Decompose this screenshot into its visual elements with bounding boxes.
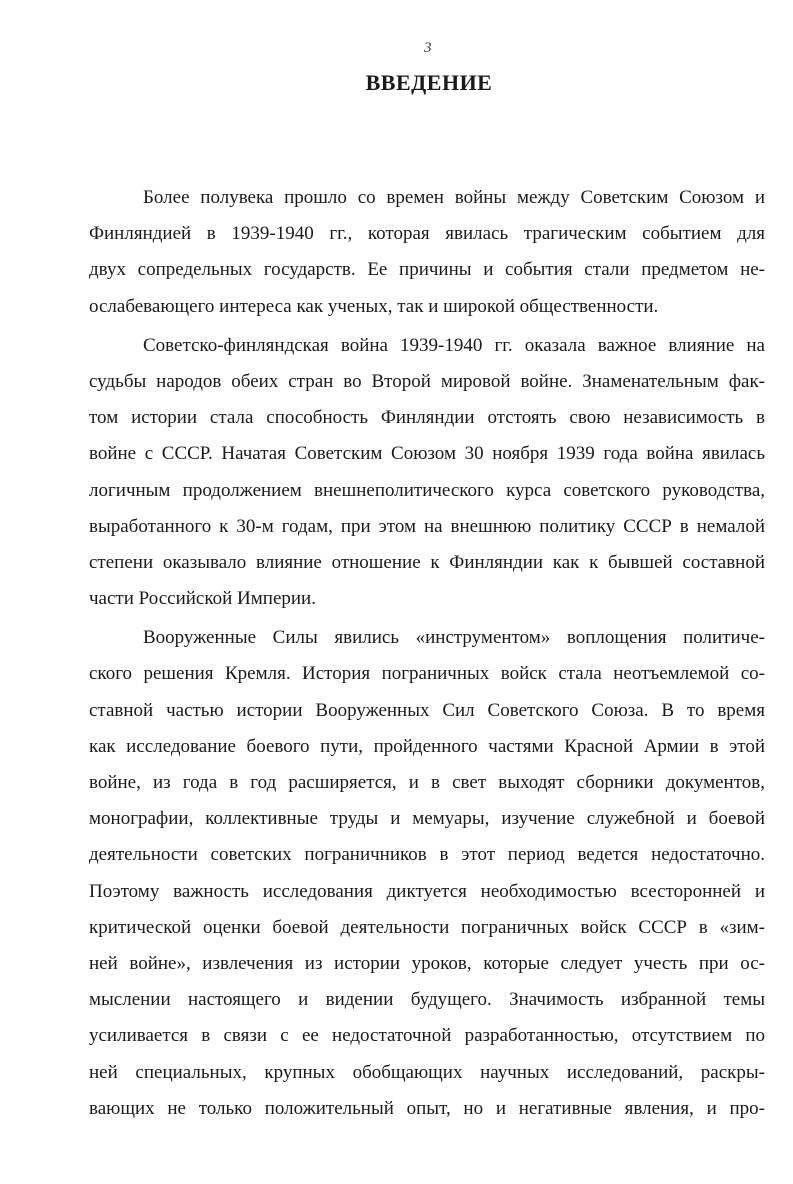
text-line: Более полувека прошло со времен войны между Советским Союзом и: [143, 187, 765, 208]
text-line: Финляндией в 1939-1940 гг., которая явилась трагическим событием для: [89, 223, 765, 245]
text-line: Советско-финляндская война 1939-1940 гг. оказала важное влияние на: [143, 334, 765, 356]
text-line: вающих не только положительный опыт, но и негативные явления, и про-: [89, 1097, 765, 1119]
text-line: ослабевающего интереса как ученых, так и широкой общественности.: [89, 295, 659, 317]
text-line: монографии, коллективные труды и мемуары, изучение служебной и боевой: [89, 808, 765, 830]
text-line: войне с СССР. Начатая Советским Союзом 30 ноября 1939 года война явилась: [89, 443, 765, 465]
text-line: мыслении настоящего и видении будущего. Значимость избранной темы: [89, 989, 765, 1011]
text-line: степени оказывало влияние отношение к Финляндии как к бывшей составной: [89, 551, 765, 573]
page-title: ВВЕДЕНИЕ: [365, 70, 493, 95]
text-line: логичным продолжением внешнеполитического курса советского руководства,: [89, 479, 765, 501]
text-line: войне, из года в год расширяется, и в свет выходят сборники документов,: [89, 772, 765, 793]
paragraph: [89, 328, 765, 618]
text-line: Вооруженные Силы явились «инструментом» воплощения политиче-: [143, 627, 765, 649]
text-line: ставной частью истории Вооруженных Сил Советского Союза. В то время: [89, 699, 765, 721]
text-line: двух сопредельных государств. Ее причины и события стали предметом не-: [89, 259, 765, 281]
paragraph: [89, 180, 765, 325]
text-line: как исследование боевого пути, пройденного частями Красной Армии в этой: [89, 735, 765, 757]
text-line: усиливается в связи с ее недостаточной разработанностью, отсутствием по: [89, 1025, 765, 1047]
text-line: части Российской Империи.: [89, 588, 316, 610]
text-line: том истории стала способность Финляндии отстоять свою независимость в: [89, 407, 765, 429]
text-line: Поэтому важность исследования диктуется необходимостью всесторонней и: [89, 880, 765, 902]
text-line: критической оценки боевой деятельности пограничных войск СССР в «зим-: [89, 916, 765, 938]
text-line: ней специальных, крупных обобщающих научных исследований, раскры-: [89, 1061, 765, 1083]
text-line: ского решения Кремля. История пограничных войск стала неотъемлемой со-: [89, 663, 765, 685]
text-line: судьбы народов обеих стран во Второй мировой войне. Знаменательным фак-: [89, 370, 765, 392]
body-text: [89, 180, 765, 1127]
paragraph: [89, 620, 765, 1127]
text-line: ней войне», извлечения из истории уроков, которые следует учесть при ос-: [89, 952, 765, 974]
text-line: выработанного к 30-м годам, при этом на внешнюю политику СССР в немалой: [89, 515, 765, 537]
text-line: деятельности советских пограничников в этот период ведется недостаточно.: [89, 844, 765, 866]
page-number: 3: [424, 40, 432, 56]
